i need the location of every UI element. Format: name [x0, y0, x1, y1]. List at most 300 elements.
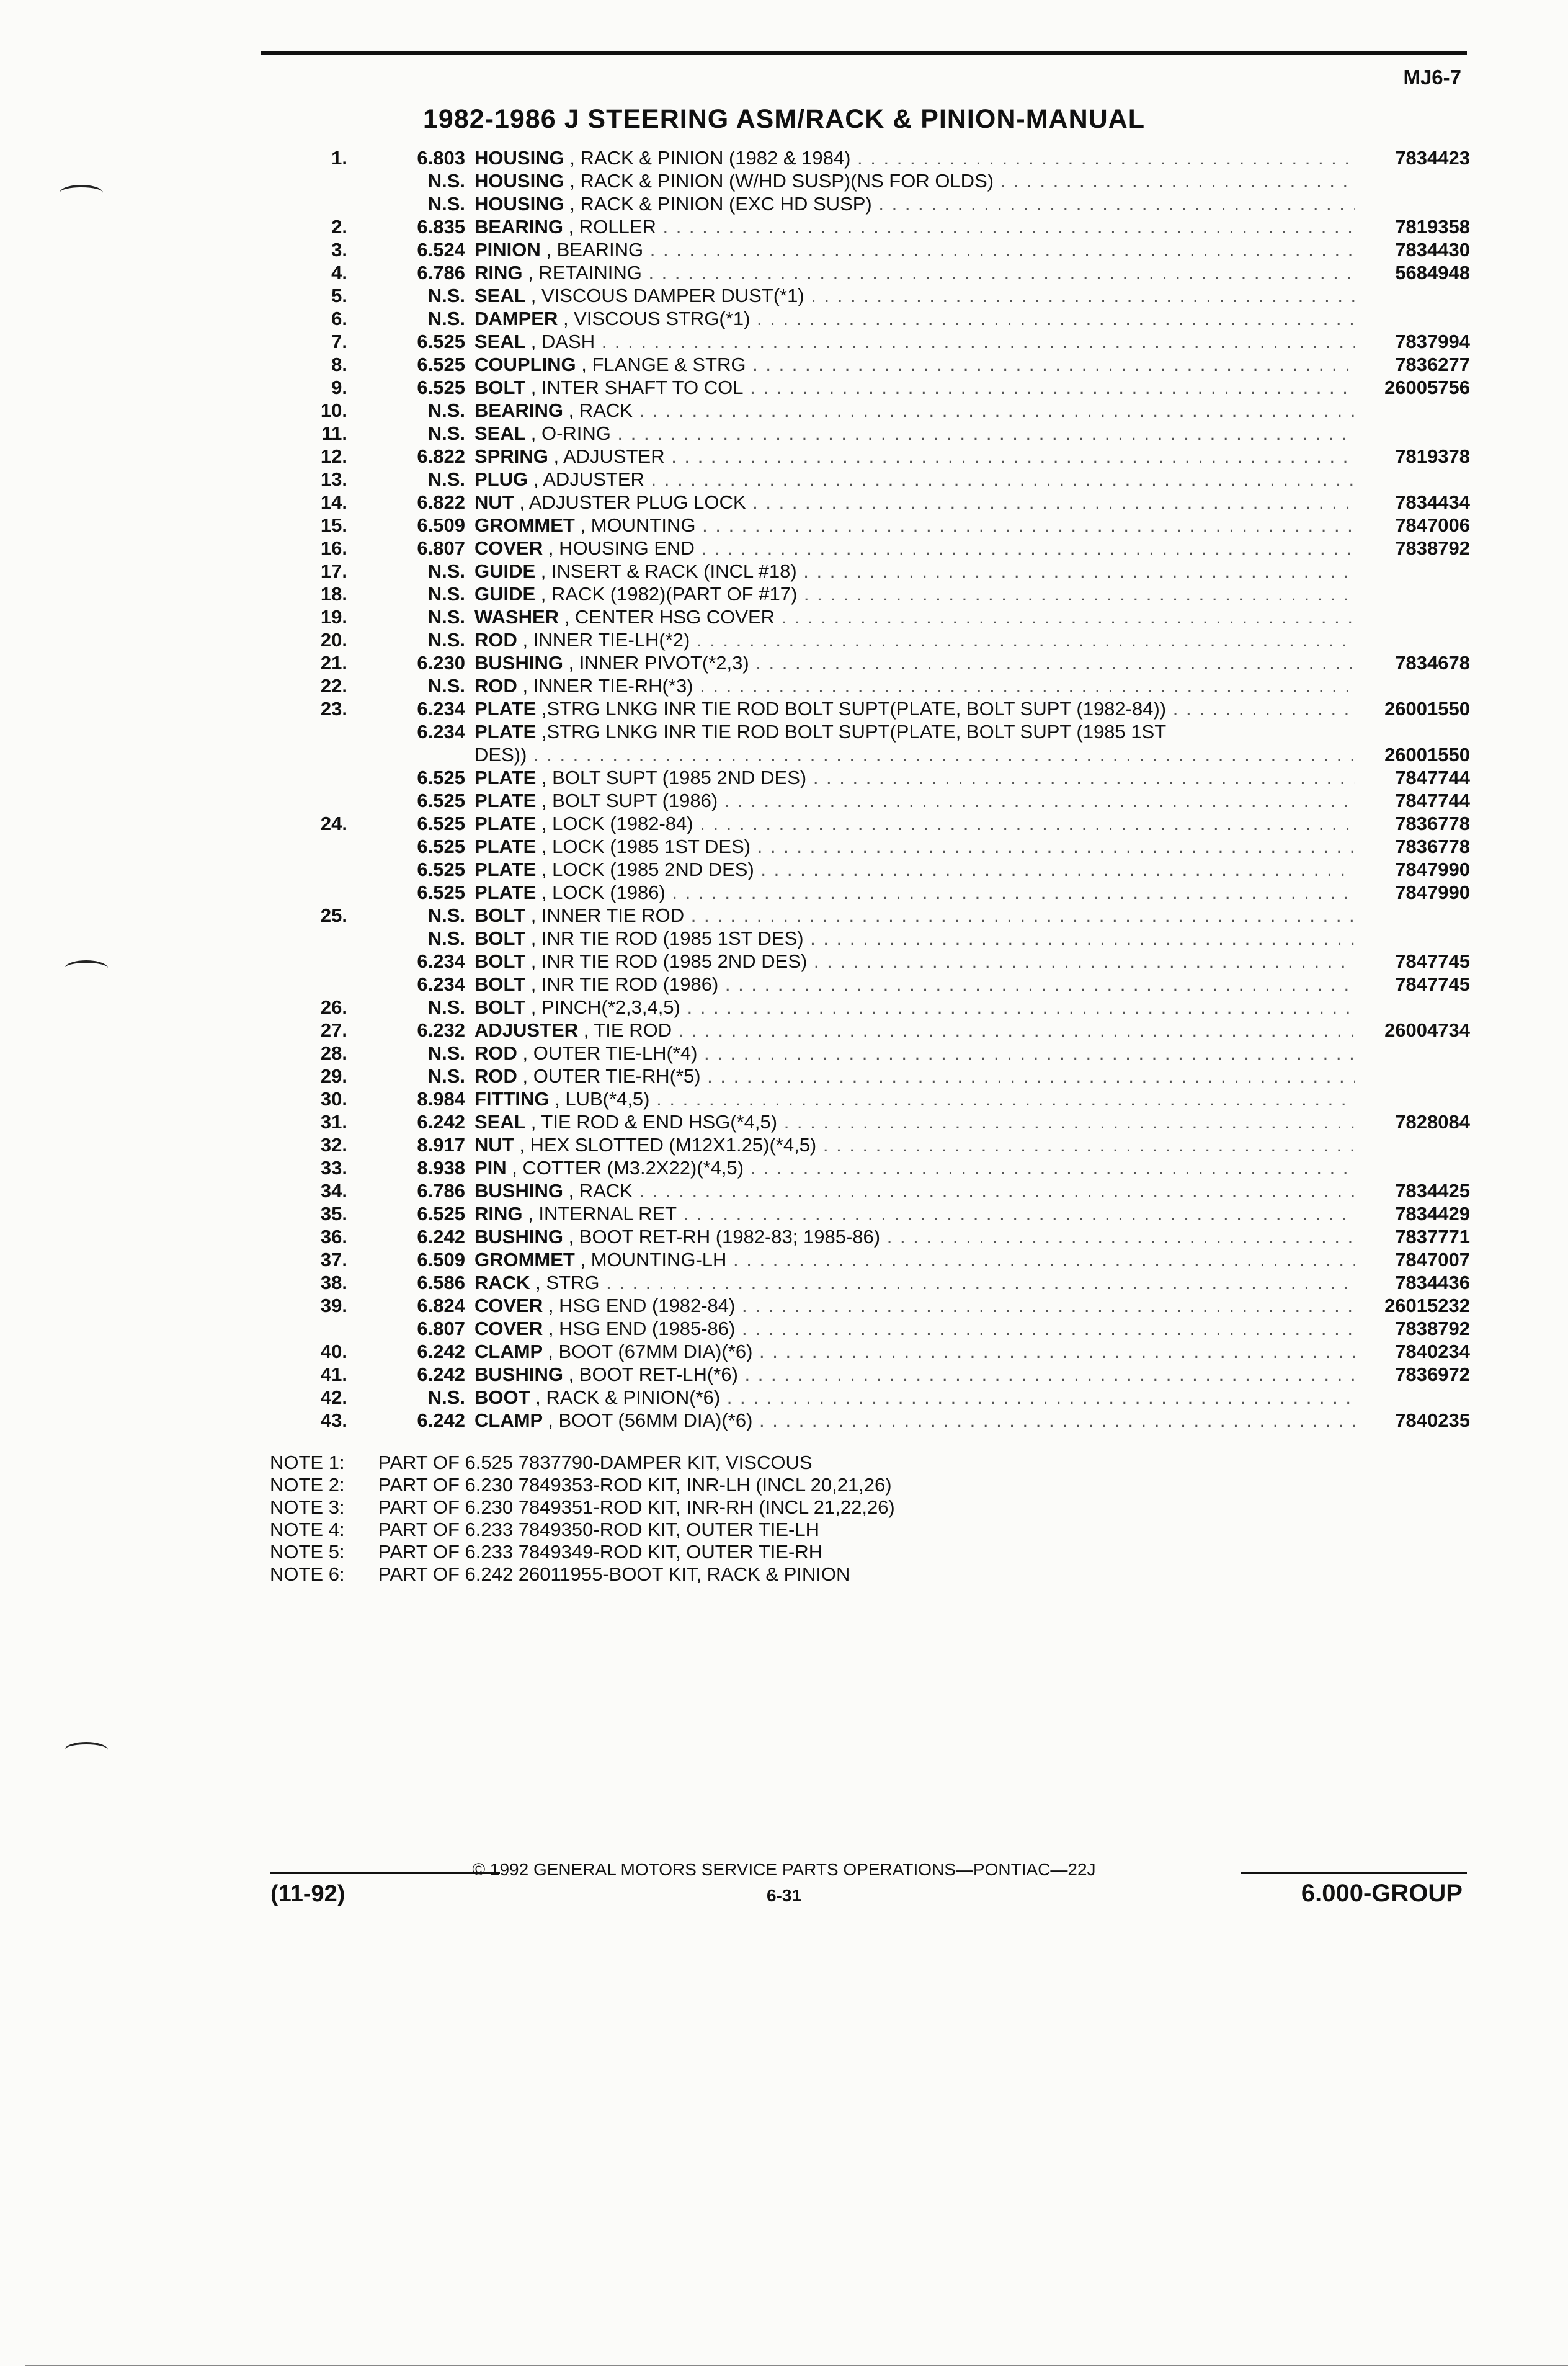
revision-date: (11-92): [270, 1881, 345, 1907]
item-name: BOOT: [474, 1386, 536, 1408]
group-code: N.S.: [427, 308, 465, 329]
part-number: 7847744: [1395, 767, 1470, 788]
item-detail: , MOUNTING-LH: [580, 1249, 727, 1270]
item-number: 27.: [320, 1019, 347, 1041]
item-name: COVER: [474, 537, 548, 559]
part-number: 7840235: [1395, 1409, 1470, 1431]
item-name: ROD: [474, 1042, 523, 1064]
item-description: [474, 1042, 1355, 1065]
group-code: N.S.: [427, 927, 465, 949]
item-number: 1.: [331, 147, 347, 169]
item-description: [474, 812, 1355, 835]
group-code: 6.242: [417, 1341, 465, 1362]
item-number: 12.: [320, 445, 347, 467]
item-description: [474, 1065, 1355, 1087]
item-number: 14.: [320, 491, 347, 513]
part-row: [285, 353, 1470, 376]
item-detail: , HSG END (1985-86): [548, 1318, 736, 1339]
item-name: RING: [474, 1203, 528, 1225]
item-description: [474, 720, 1355, 743]
item-description: [474, 468, 1355, 491]
note-text: PART OF 6.230 7849353-ROD KIT, INR-LH (INCL 20,21,26): [378, 1474, 892, 1496]
part-row: [285, 766, 1470, 789]
group-code: 6.807: [417, 537, 465, 559]
note-line: [270, 1519, 895, 1541]
part-row: [285, 881, 1470, 904]
part-row: [285, 996, 1470, 1019]
part-number: 7834430: [1395, 239, 1470, 261]
item-description: [474, 1248, 1355, 1271]
item-detail: , STRG: [535, 1272, 600, 1293]
group-code: 8.917: [417, 1134, 465, 1156]
part-row: [285, 215, 1470, 238]
item-name: HOUSING: [474, 170, 570, 192]
item-name: FITTING: [474, 1088, 555, 1110]
group-code: 6.525: [417, 1203, 465, 1225]
item-name: PLUG: [474, 468, 533, 490]
item-detail: , BOLT SUPT (1986): [541, 790, 718, 811]
part-row: [285, 330, 1470, 353]
item-description: [474, 1340, 1355, 1363]
item-detail: , LOCK (1982-84): [541, 813, 693, 834]
copyright: © 1992 GENERAL MOTORS SERVICE PARTS OPERATIONS—PONTIAC—22J: [472, 1860, 1096, 1879]
item-detail: , TIE ROD & END HSG(*4,5): [530, 1111, 778, 1133]
part-row: [285, 973, 1470, 996]
item-detail: , BOOT (56MM DIA)(*6): [548, 1409, 753, 1431]
part-row: [285, 1409, 1470, 1432]
part-number: 7819378: [1395, 445, 1470, 467]
group-code: 6.786: [417, 262, 465, 283]
item-description: [474, 789, 1355, 812]
part-row: [285, 1317, 1470, 1340]
group-code: 8.984: [417, 1088, 465, 1110]
item-name: ROD: [474, 629, 523, 651]
part-number: 5684948: [1395, 262, 1470, 283]
group-code: 6.824: [417, 1295, 465, 1316]
part-number: 26004734: [1384, 1019, 1470, 1041]
part-row: [285, 1110, 1470, 1133]
group-code: 6.525: [417, 377, 465, 398]
group-code: N.S.: [427, 400, 465, 421]
item-number: 11.: [321, 422, 347, 444]
item-number: 30.: [320, 1088, 347, 1110]
item-detail: , BOOT RET-RH (1982-83; 1985-86): [568, 1226, 881, 1248]
item-detail: , INTER SHAFT TO COL: [530, 377, 744, 398]
item-name: COUPLING: [474, 354, 582, 375]
group-code: N.S.: [427, 583, 465, 605]
item-number: 16.: [320, 537, 347, 559]
item-name: RING: [474, 262, 528, 283]
part-row: [285, 1087, 1470, 1110]
part-row: [285, 1156, 1470, 1179]
item-detail: , LOCK (1986): [541, 882, 666, 903]
part-number: 7836778: [1395, 836, 1470, 857]
item-detail: , RACK: [568, 1180, 633, 1202]
note-text: PART OF 6.233 7849349-ROD KIT, OUTER TIE-RH: [378, 1541, 823, 1563]
item-number: 43.: [320, 1409, 347, 1431]
item-description: [474, 927, 1355, 950]
group-code: N.S.: [427, 1386, 465, 1408]
item-detail: ,STRG LNKG INR TIE ROD BOLT SUPT(PLATE, BOLT SUPT (1985 1ST: [541, 721, 1167, 743]
item-name: PIN: [474, 1157, 512, 1179]
item-name: BOLT: [474, 927, 531, 949]
part-number: 7847745: [1395, 973, 1470, 995]
item-name: RACK: [474, 1272, 536, 1293]
part-row: [285, 674, 1470, 697]
part-row: [285, 537, 1470, 560]
item-number: 19.: [320, 606, 347, 628]
item-description: [474, 651, 1355, 674]
part-row: [285, 950, 1470, 973]
part-row: [285, 789, 1470, 812]
item-name: BOLT: [474, 904, 531, 926]
item-description: [474, 1271, 1355, 1294]
item-detail: , INSERT & RACK (INCL #18): [540, 560, 797, 582]
note-text: PART OF 6.230 7849351-ROD KIT, INR-RH (INCL 21,22,26): [378, 1496, 895, 1518]
part-number: 7836778: [1395, 813, 1470, 834]
group-code: 6.525: [417, 882, 465, 903]
item-name: NUT: [474, 1134, 520, 1156]
item-detail: , HEX SLOTTED (M12X1.25)(*4,5): [519, 1134, 817, 1156]
group-code: N.S.: [427, 606, 465, 628]
part-number: 7838792: [1395, 1318, 1470, 1339]
item-description: [474, 146, 1355, 169]
page-title: 1982-1986 J STEERING ASM/RACK & PINION-MANUAL: [422, 104, 1145, 134]
item-description: [474, 628, 1355, 651]
item-name: SEAL: [474, 422, 531, 444]
item-description: [474, 1202, 1355, 1225]
group-code: 6.525: [417, 331, 465, 352]
item-name: PLATE: [474, 836, 541, 857]
part-number: 7834429: [1395, 1203, 1470, 1225]
item-name: PLATE: [474, 813, 541, 834]
part-number: 7834423: [1395, 147, 1470, 169]
item-number: 22.: [320, 675, 347, 697]
item-name: BUSHING: [474, 652, 569, 674]
item-name: CLAMP: [474, 1409, 548, 1431]
group-code: 6.525: [417, 836, 465, 857]
group-code: 6.524: [417, 239, 465, 261]
item-detail: , OUTER TIE-RH(*5): [522, 1065, 701, 1087]
part-row: [285, 605, 1470, 628]
part-number: 7834434: [1395, 491, 1470, 513]
part-row: [285, 468, 1470, 491]
item-number: 34.: [320, 1180, 347, 1202]
item-name: SPRING: [474, 445, 554, 467]
part-row: [285, 1133, 1470, 1156]
note-label: NOTE 2:: [270, 1474, 345, 1496]
item-number: 33.: [320, 1157, 347, 1179]
item-description: [474, 445, 1355, 468]
item-detail: , HSG END (1982-84): [548, 1295, 736, 1316]
part-row: [285, 514, 1470, 537]
group-code: 6.242: [417, 1111, 465, 1133]
part-row: [285, 743, 1470, 766]
margin-mark: [65, 960, 108, 976]
group-code: 6.232: [417, 1019, 465, 1041]
part-row: [285, 1179, 1470, 1202]
group-label: 6.000-GROUP: [1301, 1880, 1463, 1907]
note-label: NOTE 3:: [270, 1496, 345, 1518]
part-number: 7834425: [1395, 1180, 1470, 1202]
part-number: 7847990: [1395, 882, 1470, 903]
part-row: [285, 1340, 1470, 1363]
part-number: 7837771: [1395, 1226, 1470, 1248]
group-code: 6.822: [417, 491, 465, 513]
part-row: [285, 812, 1470, 835]
group-code: 6.525: [417, 767, 465, 788]
item-description: [474, 1225, 1355, 1248]
item-detail: , CENTER HSG COVER: [564, 606, 775, 628]
item-name: BOLT: [474, 973, 531, 995]
item-number: 29.: [320, 1065, 347, 1087]
part-row: [285, 1225, 1470, 1248]
item-number: 38.: [320, 1272, 347, 1293]
part-number: 26001550: [1384, 698, 1470, 720]
note-label: NOTE 4:: [270, 1519, 345, 1540]
item-detail: , HOUSING END: [548, 537, 695, 559]
item-detail: , MOUNTING: [580, 514, 696, 536]
item-detail: , TIE ROD: [583, 1019, 672, 1041]
part-row: [285, 697, 1470, 720]
group-code: 6.807: [417, 1318, 465, 1339]
part-row: [285, 445, 1470, 468]
part-number: 7836972: [1395, 1364, 1470, 1385]
item-description: [474, 1386, 1355, 1409]
item-detail: , INNER TIE-LH(*2): [522, 629, 690, 651]
part-row: [285, 376, 1470, 399]
item-description: [474, 766, 1355, 789]
item-name: SEAL: [474, 285, 531, 306]
item-name: PLATE: [474, 767, 541, 788]
item-number: 10.: [320, 400, 347, 421]
item-name: SEAL: [474, 331, 531, 352]
group-code: 6.509: [417, 1249, 465, 1270]
part-row: [285, 1202, 1470, 1225]
part-number: 7840234: [1395, 1341, 1470, 1362]
group-code: N.S.: [427, 904, 465, 926]
item-number: 32.: [320, 1134, 347, 1156]
margin-mark: [65, 1742, 108, 1758]
parts-list: [285, 146, 1470, 1432]
item-detail: , INR TIE ROD (1985 2ND DES): [530, 950, 808, 972]
item-description: [474, 491, 1355, 514]
item-number: 20.: [320, 629, 347, 651]
item-number: 35.: [320, 1203, 347, 1225]
item-number: 15.: [320, 514, 347, 536]
part-number: 7834436: [1395, 1272, 1470, 1293]
part-row: [285, 284, 1470, 307]
item-description: [474, 238, 1355, 261]
item-detail: , ROLLER: [568, 216, 656, 238]
item-name: GROMMET: [474, 1249, 581, 1270]
group-code: 6.835: [417, 216, 465, 238]
part-row: [285, 422, 1470, 445]
item-description: [474, 376, 1355, 399]
part-number: 26015232: [1384, 1295, 1470, 1316]
note-line: [270, 1541, 895, 1563]
part-row: [285, 1019, 1470, 1042]
item-description: [474, 1294, 1355, 1317]
part-row: [285, 261, 1470, 284]
item-description: [474, 192, 1355, 215]
item-detail: , VISCOUS DAMPER DUST(*1): [530, 285, 804, 306]
group-code: 6.525: [417, 859, 465, 880]
item-number: 6.: [331, 308, 347, 329]
item-name: CLAMP: [474, 1341, 548, 1362]
item-description: [474, 169, 1355, 192]
item-description: [474, 835, 1355, 858]
group-code: 6.525: [417, 790, 465, 811]
part-row: [285, 560, 1470, 583]
notes-section: [270, 1452, 895, 1586]
part-number: 26001550: [1384, 744, 1470, 766]
note-label: NOTE 5:: [270, 1541, 345, 1563]
item-detail: , ADJUSTER PLUG LOCK: [519, 491, 746, 513]
group-code: 6.234: [417, 950, 465, 972]
group-code: 6.242: [417, 1364, 465, 1385]
item-number: 24.: [320, 813, 347, 834]
part-row: [285, 1065, 1470, 1087]
item-name: ROD: [474, 1065, 523, 1087]
group-code: 8.938: [417, 1157, 465, 1179]
part-number: 7847990: [1395, 859, 1470, 880]
part-row: [285, 307, 1470, 330]
group-code: N.S.: [427, 1065, 465, 1087]
item-name: BUSHING: [474, 1226, 569, 1248]
item-description: [474, 904, 1355, 927]
item-number: 13.: [320, 468, 347, 490]
group-code: 6.525: [417, 813, 465, 834]
group-code: N.S.: [427, 170, 465, 192]
item-description: [474, 1179, 1355, 1202]
item-detail: , RACK & PINION (W/HD SUSP)(NS FOR OLDS): [569, 170, 994, 192]
part-row: [285, 1042, 1470, 1065]
part-row: [285, 1386, 1470, 1409]
item-description: [474, 583, 1355, 605]
item-name: PLATE: [474, 698, 541, 720]
item-detail: , RACK: [568, 400, 633, 421]
page-id: MJ6-7: [1403, 66, 1461, 89]
item-number: 8.: [331, 354, 347, 375]
item-number: 7.: [331, 331, 347, 352]
part-number: 26005756: [1384, 377, 1470, 398]
item-name: BEARING: [474, 400, 569, 421]
group-code: N.S.: [427, 560, 465, 582]
part-row: [285, 238, 1470, 261]
item-name: SEAL: [474, 1111, 531, 1133]
item-name: PLATE: [474, 882, 541, 903]
note-line: [270, 1452, 895, 1474]
item-name: WASHER: [474, 606, 564, 628]
part-number: 7838792: [1395, 537, 1470, 559]
group-code: N.S.: [427, 285, 465, 306]
top-rule: [261, 51, 1467, 55]
part-row: [285, 146, 1470, 169]
item-description: [474, 307, 1355, 330]
part-number: 7837994: [1395, 331, 1470, 352]
margin-mark: [60, 185, 103, 201]
item-detail: , PINCH(*2,3,4,5): [530, 996, 680, 1018]
item-detail: , INNER TIE-RH(*3): [522, 675, 693, 697]
item-detail: , LOCK (1985 2ND DES): [541, 859, 754, 880]
item-name: ADJUSTER: [474, 1019, 584, 1041]
item-description: [474, 514, 1355, 537]
item-number: 17.: [320, 560, 347, 582]
group-code: 6.822: [417, 445, 465, 467]
item-description: [474, 1019, 1355, 1042]
item-detail: , FLANGE & STRG: [581, 354, 746, 375]
note-text: PART OF 6.242 26011955-BOOT KIT, RACK & PINION: [378, 1563, 850, 1585]
part-row: [285, 1271, 1470, 1294]
item-detail: , INR TIE ROD (1986): [530, 973, 719, 995]
item-detail: , RACK (1982)(PART OF #17): [540, 583, 798, 605]
item-description: [474, 284, 1355, 307]
item-detail: , O-RING: [530, 422, 611, 444]
group-code: N.S.: [427, 629, 465, 651]
item-detail: , VISCOUS STRG(*1): [563, 308, 751, 329]
part-row: [285, 720, 1470, 743]
item-name: PLATE: [474, 721, 541, 743]
item-number: 3.: [331, 239, 347, 261]
item-number: 18.: [320, 583, 347, 605]
item-description: [474, 697, 1355, 720]
item-description: [474, 743, 1355, 766]
item-number: 31.: [320, 1111, 347, 1133]
item-detail: , LOCK (1985 1ST DES): [541, 836, 751, 857]
item-detail: , RACK & PINION (1982 & 1984): [569, 147, 851, 169]
group-code: N.S.: [427, 468, 465, 490]
item-number: 23.: [320, 698, 347, 720]
group-code: N.S.: [427, 996, 465, 1018]
item-name: BUSHING: [474, 1180, 569, 1202]
group-code: 6.234: [417, 698, 465, 720]
item-detail: , BEARING: [546, 239, 644, 261]
item-name: BUSHING: [474, 1364, 569, 1385]
item-detail: , DASH: [530, 331, 595, 352]
part-row: [285, 1248, 1470, 1271]
item-name: DAMPER: [474, 308, 563, 329]
item-name: GUIDE: [474, 560, 541, 582]
note-label: NOTE 6:: [270, 1563, 345, 1585]
item-detail: , RACK & PINION (EXC HD SUSP): [569, 193, 872, 215]
item-number: 41.: [320, 1364, 347, 1385]
item-description: [474, 1409, 1355, 1432]
part-number: 7847006: [1395, 514, 1470, 536]
item-name: HOUSING: [474, 147, 570, 169]
item-description: [474, 537, 1355, 560]
item-detail: , INNER TIE ROD: [530, 904, 685, 926]
item-number: 2.: [331, 216, 347, 238]
part-number: 7847745: [1395, 950, 1470, 972]
item-description: [474, 605, 1355, 628]
note-line: [270, 1563, 895, 1586]
item-number: 4.: [331, 262, 347, 283]
item-detail: ,STRG LNKG INR TIE ROD BOLT SUPT(PLATE, BOLT SUPT (1982-84)): [541, 698, 1167, 720]
item-description: [474, 1133, 1355, 1156]
item-detail: , COTTER (M3.2X22)(*4,5): [512, 1157, 744, 1179]
group-code: N.S.: [427, 675, 465, 697]
note-line: [270, 1496, 895, 1519]
item-detail: , RACK & PINION(*6): [535, 1386, 721, 1408]
group-code: 6.509: [417, 514, 465, 536]
part-number: 7834678: [1395, 652, 1470, 674]
item-number: 5.: [331, 285, 347, 306]
item-name: BEARING: [474, 216, 569, 238]
item-description: [474, 1317, 1355, 1340]
part-number: 7836277: [1395, 354, 1470, 375]
group-code: 6.786: [417, 1180, 465, 1202]
